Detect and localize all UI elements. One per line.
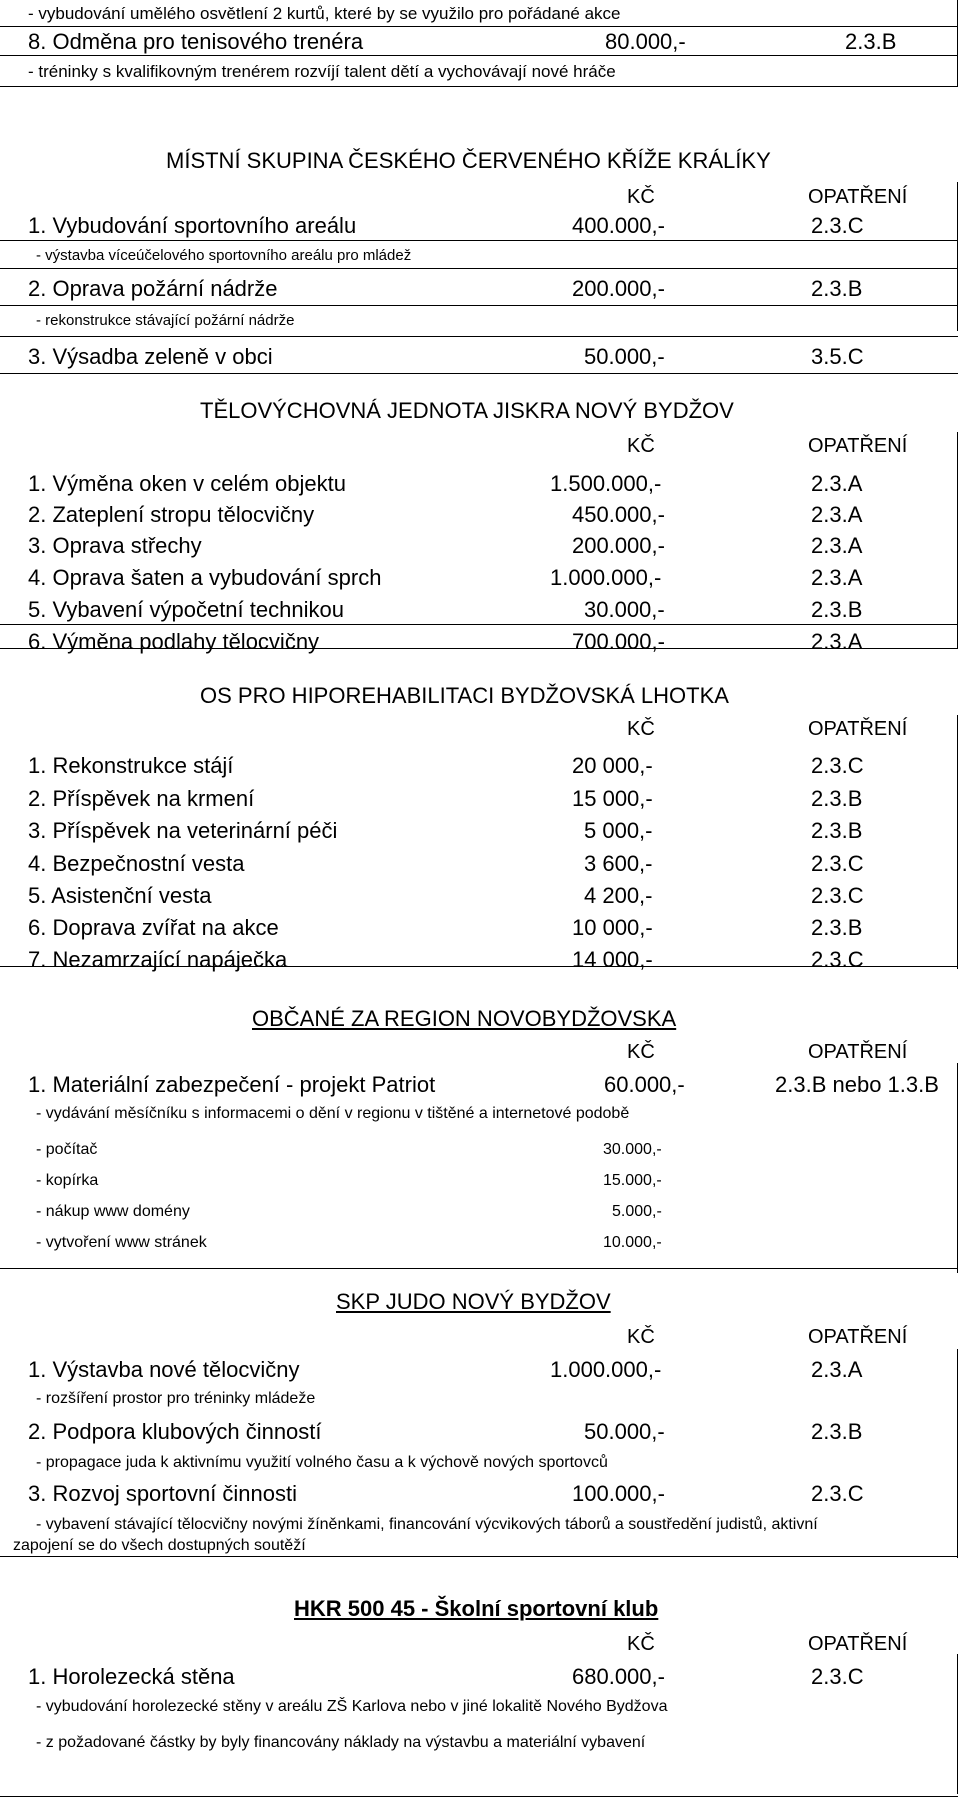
note-text: - vydávání měsíčníku s informacemi o dění v regionu v tištěné a internetové podobě bbox=[36, 1105, 630, 1122]
note-text: - tréninky s kvalifikovným trenérem rozvíjí talent dětí a vychovávají nové hráče bbox=[28, 62, 616, 81]
item-name: 1. Rekonstrukce stájí bbox=[28, 753, 234, 778]
note-text: - vybudování umělého osvětlení 2 kurtů, které by se využilo pro pořádané akce bbox=[28, 4, 621, 23]
item-amount: 15 000,- bbox=[572, 786, 653, 811]
item-measure: 2.3.A bbox=[811, 1357, 863, 1382]
item-name: 5. Vybavení výpočetní technikou bbox=[28, 597, 344, 622]
item-name: 3. Oprava střechy bbox=[28, 533, 202, 558]
item-amount: 10 000,- bbox=[572, 915, 653, 940]
note-text: zapojení se do všech dostupných soutěží bbox=[13, 1537, 306, 1554]
item-amount: 200.000,- bbox=[572, 276, 665, 301]
item-measure: 2.3.B bbox=[811, 818, 863, 843]
subitem-name: - počítač bbox=[36, 1141, 98, 1158]
item-measure: 2.3.B bbox=[811, 276, 863, 301]
table-gridline bbox=[0, 268, 958, 269]
column-header-kc: KČ bbox=[627, 1041, 655, 1063]
note-text: - vybavení stávající tělocvičny novými žíněnkami, financování výcvikových táborů a soustředění judistů, aktivní bbox=[36, 1516, 818, 1533]
item-amount: 50.000,- bbox=[584, 1419, 665, 1444]
item-amount: 1.000.000,- bbox=[550, 1357, 662, 1382]
column-header-opatreni: OPATŘENÍ bbox=[808, 718, 908, 740]
table-gridline bbox=[0, 624, 958, 625]
item-amount: 14 000,- bbox=[572, 947, 653, 972]
section-title: OBČANÉ ZA REGION NOVOBYDŽOVSKA bbox=[252, 1006, 677, 1031]
table-gridline bbox=[0, 1556, 958, 1557]
item-name: 8. Odměna pro tenisového trenéra bbox=[28, 29, 364, 54]
item-measure: 2.3.A bbox=[811, 629, 863, 654]
item-measure: 2.3.C bbox=[811, 883, 864, 908]
item-name: 1. Výstavba nové tělocvičny bbox=[28, 1357, 300, 1382]
table-right-border bbox=[957, 0, 958, 87]
table-gridline bbox=[0, 26, 958, 27]
item-amount: 80.000,- bbox=[605, 29, 686, 54]
item-name: 2. Oprava požární nádrže bbox=[28, 276, 278, 301]
table-right-border bbox=[957, 715, 958, 969]
item-name: 1. Vybudování sportovního areálu bbox=[28, 213, 357, 238]
section-title: HKR 500 45 - Školní sportovní klub bbox=[294, 1596, 659, 1621]
column-header-kc: KČ bbox=[627, 1633, 655, 1655]
item-measure: 2.3.B bbox=[811, 1419, 863, 1444]
item-name: 6. Výměna podlahy tělocvičny bbox=[28, 629, 320, 654]
item-measure: 2.3.C bbox=[811, 1664, 864, 1689]
column-header-kc: KČ bbox=[627, 435, 655, 457]
item-measure: 2.3.C bbox=[811, 213, 864, 238]
table-right-border bbox=[957, 432, 958, 649]
item-name: 6. Doprava zvířat na akce bbox=[28, 915, 279, 940]
table-right-border bbox=[957, 1063, 958, 1273]
item-amount: 680.000,- bbox=[572, 1664, 665, 1689]
table-gridline bbox=[0, 305, 958, 306]
subitem-amount: 30.000,- bbox=[603, 1141, 662, 1158]
section-title: TĚLOVÝCHOVNÁ JEDNOTA JISKRA NOVÝ BYDŽOV bbox=[200, 398, 734, 423]
column-header-kc: KČ bbox=[627, 1326, 655, 1348]
item-measure: 2.3.B bbox=[811, 915, 863, 940]
column-header-opatreni: OPATŘENÍ bbox=[808, 186, 908, 208]
item-name: 7. Nezamrzající napáječka bbox=[28, 947, 288, 972]
note-text: - výstavba víceúčelového sportovního areálu pro mládež bbox=[36, 247, 412, 264]
column-header-kc: KČ bbox=[627, 718, 655, 740]
section-title: OS PRO HIPOREHABILITACI BYDŽOVSKÁ LHOTKA bbox=[200, 683, 729, 708]
column-header-kc: KČ bbox=[627, 186, 655, 208]
item-name: 4. Bezpečnostní vesta bbox=[28, 851, 245, 876]
table-right-border bbox=[957, 1654, 958, 1794]
column-header-opatreni: OPATŘENÍ bbox=[808, 1041, 908, 1063]
section-title: SKP JUDO NOVÝ BYDŽOV bbox=[336, 1289, 611, 1314]
item-amount: 5 000,- bbox=[584, 818, 653, 843]
item-name: 2. Podpora klubových činností bbox=[28, 1419, 322, 1444]
item-amount: 3 600,- bbox=[584, 851, 653, 876]
table-gridline bbox=[0, 55, 958, 56]
item-amount: 50.000,- bbox=[584, 344, 665, 369]
item-amount: 100.000,- bbox=[572, 1481, 665, 1506]
item-amount: 1.500.000,- bbox=[550, 471, 662, 496]
item-amount: 60.000,- bbox=[604, 1072, 685, 1097]
column-header-opatreni: OPATŘENÍ bbox=[808, 1326, 908, 1348]
section-title: MÍSTNÍ SKUPINA ČESKÉHO ČERVENÉHO KŘÍŽE KRÁLÍKY bbox=[166, 148, 771, 173]
item-amount: 20 000,- bbox=[572, 753, 653, 778]
column-header-opatreni: OPATŘENÍ bbox=[808, 435, 908, 457]
item-measure: 2.3.B bbox=[811, 597, 863, 622]
table-right-border bbox=[957, 1349, 958, 1558]
item-name: 1. Materiální zabezpečení - projekt Patriot bbox=[28, 1072, 436, 1097]
item-measure: 2.3.A bbox=[811, 533, 863, 558]
item-amount: 30.000,- bbox=[584, 597, 665, 622]
table-gridline bbox=[0, 240, 958, 241]
item-name: 5. Asistenční vesta bbox=[28, 883, 212, 908]
item-amount: 4 200,- bbox=[584, 883, 653, 908]
note-text: - rozšíření prostor pro tréninky mládeže bbox=[36, 1390, 316, 1407]
subitem-amount: 5.000,- bbox=[612, 1203, 662, 1220]
note-text: - vybudování horolezecké stěny v areálu ZŠ Karlova nebo v jiné lokalitě Nového Bydžova bbox=[36, 1698, 668, 1715]
subitem-name: - nákup www domény bbox=[36, 1203, 190, 1220]
item-measure: 3.5.C bbox=[811, 344, 864, 369]
item-measure: 2.3.A bbox=[811, 502, 863, 527]
item-name: 2. Zateplení stropu tělocvičny bbox=[28, 502, 315, 527]
item-measure: 2.3.A bbox=[811, 471, 863, 496]
item-name: 3. Výsadba zeleně v obci bbox=[28, 344, 273, 369]
item-measure: 2.3.C bbox=[811, 1481, 864, 1506]
table-gridline bbox=[0, 373, 958, 374]
subitem-amount: 10.000,- bbox=[603, 1234, 662, 1251]
item-amount: 200.000,- bbox=[572, 533, 665, 558]
item-measure: 2.3.B bbox=[811, 786, 863, 811]
item-measure: 2.3.B bbox=[845, 29, 897, 54]
item-name: 1. Výměna oken v celém objektu bbox=[28, 471, 346, 496]
item-amount: 450.000,- bbox=[572, 502, 665, 527]
item-measure: 2.3.B nebo 1.3.B bbox=[775, 1072, 939, 1097]
subitem-name: - kopírka bbox=[36, 1172, 99, 1189]
table-gridline bbox=[0, 1796, 958, 1797]
item-name: 1. Horolezecká stěna bbox=[28, 1664, 235, 1689]
note-text: - propagace juda k aktivnímu využití volného času a k výchově nových sportovců bbox=[36, 1454, 608, 1471]
table-gridline bbox=[0, 86, 958, 87]
table-gridline bbox=[0, 1268, 958, 1269]
table-gridline bbox=[0, 336, 958, 337]
item-name: 3. Rozvoj sportovní činnosti bbox=[28, 1481, 298, 1506]
item-measure: 2.3.C bbox=[811, 851, 864, 876]
item-name: 2. Příspěvek na krmení bbox=[28, 786, 255, 811]
item-measure: 2.3.A bbox=[811, 565, 863, 590]
note-text: - z požadované částky by byly financovány náklady na výstavbu a materiální vybavení bbox=[36, 1734, 646, 1751]
item-amount: 700.000,- bbox=[572, 629, 665, 654]
subitem-amount: 15.000,- bbox=[603, 1172, 662, 1189]
item-measure: 2.3.C bbox=[811, 947, 864, 972]
item-name: 3. Příspěvek na veterinární péči bbox=[28, 818, 338, 843]
item-measure: 2.3.C bbox=[811, 753, 864, 778]
item-name: 4. Oprava šaten a vybudování sprch bbox=[28, 565, 382, 590]
table-right-border bbox=[957, 182, 958, 331]
note-text: - rekonstrukce stávající požární nádrže bbox=[36, 312, 295, 329]
item-amount: 400.000,- bbox=[572, 213, 665, 238]
subitem-name: - vytvoření www stránek bbox=[36, 1234, 207, 1251]
item-amount: 1.000.000,- bbox=[550, 565, 662, 590]
column-header-opatreni: OPATŘENÍ bbox=[808, 1633, 908, 1655]
